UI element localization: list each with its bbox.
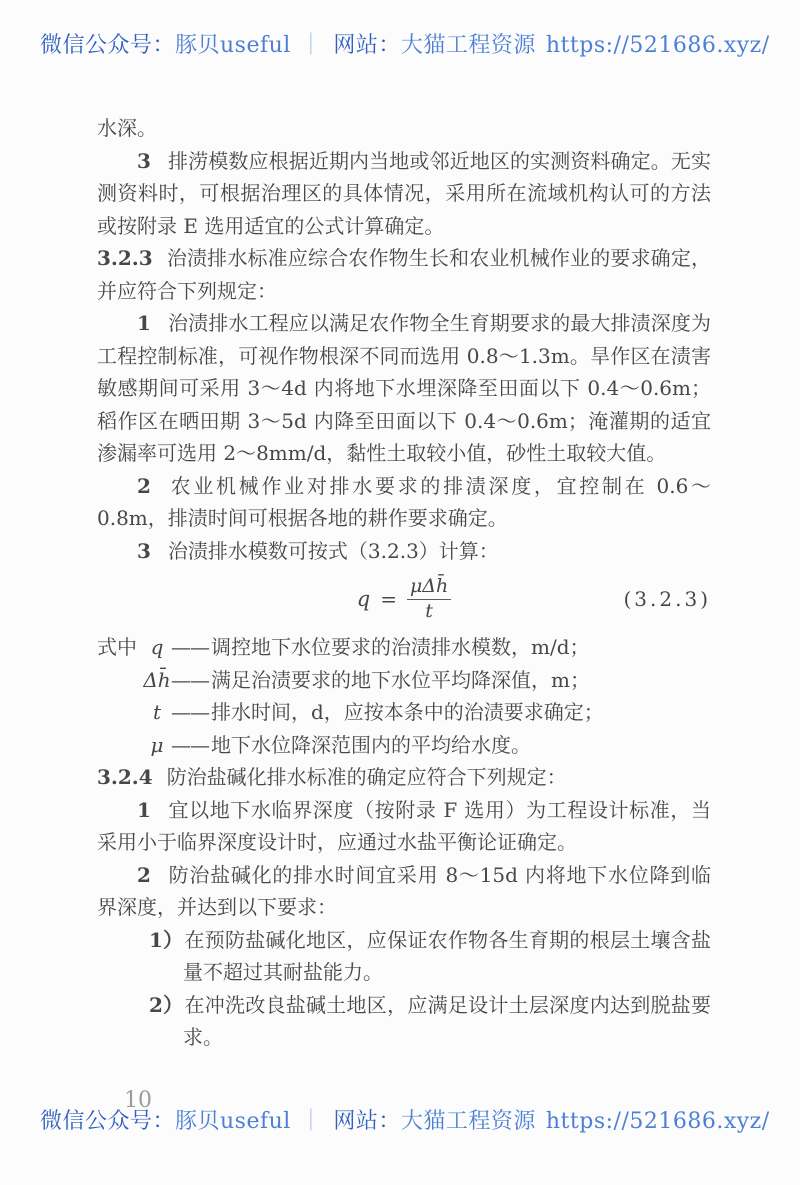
fraction	[407, 576, 451, 623]
subitem-number: 2）	[149, 992, 184, 1017]
clause-324-subitem-1	[149, 924, 712, 989]
symbol-description: 地下水位降深范围内的平均给水度。	[211, 732, 531, 757]
symbol-intro-label: 式中	[97, 635, 137, 659]
symbol-dash: ——	[171, 667, 209, 692]
symbol-description: 调控地下水位要求的治渍排水模数，m/d；	[211, 635, 590, 659]
item-text: 农业机械作业对排水要求的排渍深度，宜控制在 0.6～0.8m，排渍时间可根据各地的耕作要求确定。	[97, 473, 711, 530]
watermark-footer	[40, 1104, 770, 1135]
subitem-text: 在冲洗改良盐碱土地区，应满足设计土层深度内达到脱盐要求。	[183, 992, 712, 1049]
item-number: 1	[137, 797, 151, 822]
watermark-header	[40, 28, 770, 59]
item-number: 2	[137, 862, 151, 887]
clause-323-item-1	[97, 307, 711, 470]
formula-lhs: q	[356, 586, 371, 611]
item-text: 排涝模数应根据近期内当地或邻近地区的实测资料确定。无实测资料时，可根据治理区的具体情况，采用所在流域机构认可的方法或按附录 E 选用适宜的公式计算确定。	[97, 148, 711, 238]
document-content	[97, 112, 711, 1054]
clause-323-heading	[97, 242, 711, 307]
fraction-numerator: μΔh̄	[407, 576, 451, 600]
watermark-wechat-label: 微信公众号：	[40, 33, 176, 58]
clause-323-item-2	[97, 470, 711, 535]
subitem-text: 在预防盐碱化地区，应保证农作物各生育期的根层土壤含盐量不超过其耐盐能力。	[183, 927, 712, 984]
clause-323-item-3	[97, 535, 711, 568]
item-number: 1	[137, 311, 151, 335]
page-number: 10	[124, 1088, 152, 1113]
equation-number: (3.2.3)	[623, 586, 711, 611]
item-text: 治渍排水工程应以满足农作物全生育期要求的最大排渍深度为工程控制标准，可视作物根深不同而选用 0.8～1.3m。旱作区在渍害敏感期间可采用 3～4d 内将地下水埋深降至田面以下 0.4～0.6m；稻作区在晒田期 3～5d 内降至田面以下 0.4～0.6m；淹灌期的适宜渗漏率可选用 2～8mm/d，黏性土取较小值，砂性土取较大值。	[97, 311, 711, 465]
watermark-site-label: 网站：	[333, 33, 401, 58]
watermark-site-name: 大猫工程资源	[400, 33, 536, 58]
watermark-url: https://521686.xyz/	[545, 33, 770, 58]
symbol-dash: ——	[171, 635, 209, 659]
symbol-glyph: Δh̄	[143, 667, 171, 692]
paragraph-continuation: 水深。	[97, 116, 157, 140]
clause-324-subitem-2	[149, 989, 712, 1054]
symbol-glyph: μ	[150, 732, 164, 757]
symbol-dash: ——	[171, 732, 209, 757]
fraction-denominator: t	[425, 599, 433, 622]
item-number: 3	[137, 538, 151, 563]
formula-expression	[357, 576, 452, 623]
symbol-row-mu	[97, 729, 711, 762]
clause-text: 治渍排水标准应综合农作物生长和农业机械作业的要求确定，并应符合下列规定：	[97, 246, 711, 303]
watermark-separator: ｜	[299, 33, 323, 58]
clause-number: 3.2.4	[97, 765, 153, 789]
item-text: 宜以地下水临界深度（按附录 F 选用）为工程设计标准，当采用小于临界深度设计时，应通过水盐平衡论证确定。	[97, 797, 711, 854]
symbol-glyph: t	[152, 700, 162, 724]
symbol-description: 排水时间，d，应按本条中的治渍要求确定；	[211, 700, 604, 724]
symbol-description: 满足治渍要求的地下水位平均降深值，m；	[211, 667, 590, 692]
subitem-number: 1）	[149, 927, 184, 952]
symbol-row-delta-h	[97, 664, 711, 697]
clause-324-item-1	[97, 794, 711, 859]
formula-block	[97, 567, 711, 631]
watermark-url: https://521686.xyz/	[545, 1109, 770, 1134]
clause-322-item-3	[97, 145, 711, 243]
watermark-site-label: 网站：	[333, 1109, 401, 1134]
watermark-separator: ｜	[299, 1109, 323, 1134]
symbol-row-q	[97, 631, 711, 664]
item-number: 3	[137, 148, 151, 173]
clause-324-heading	[97, 761, 711, 794]
item-text: 防治盐碱化的排水时间宜采用 8～15d 内将地下水位降到临界深度，并达到以下要求：	[97, 862, 711, 919]
symbol-row-t	[97, 696, 711, 729]
watermark-wechat-label: 微信公众号：	[40, 1109, 176, 1134]
watermark-wechat-account: 豚贝useful	[175, 33, 291, 58]
watermark-site-name: 大猫工程资源	[400, 1109, 536, 1134]
clause-number: 3.2.3	[97, 246, 153, 270]
clause-324-item-2	[97, 859, 711, 924]
item-number: 2	[137, 473, 151, 498]
symbol-dash: ——	[171, 700, 209, 724]
equals-sign: =	[380, 586, 397, 611]
clause-text: 防治盐碱化排水标准的确定应符合下列规定：	[166, 765, 567, 789]
symbol-glyph: q	[150, 635, 164, 659]
watermark-wechat-account: 豚贝useful	[175, 1109, 291, 1134]
item-text: 治渍排水模数可按式（3.2.3）计算：	[167, 538, 499, 563]
